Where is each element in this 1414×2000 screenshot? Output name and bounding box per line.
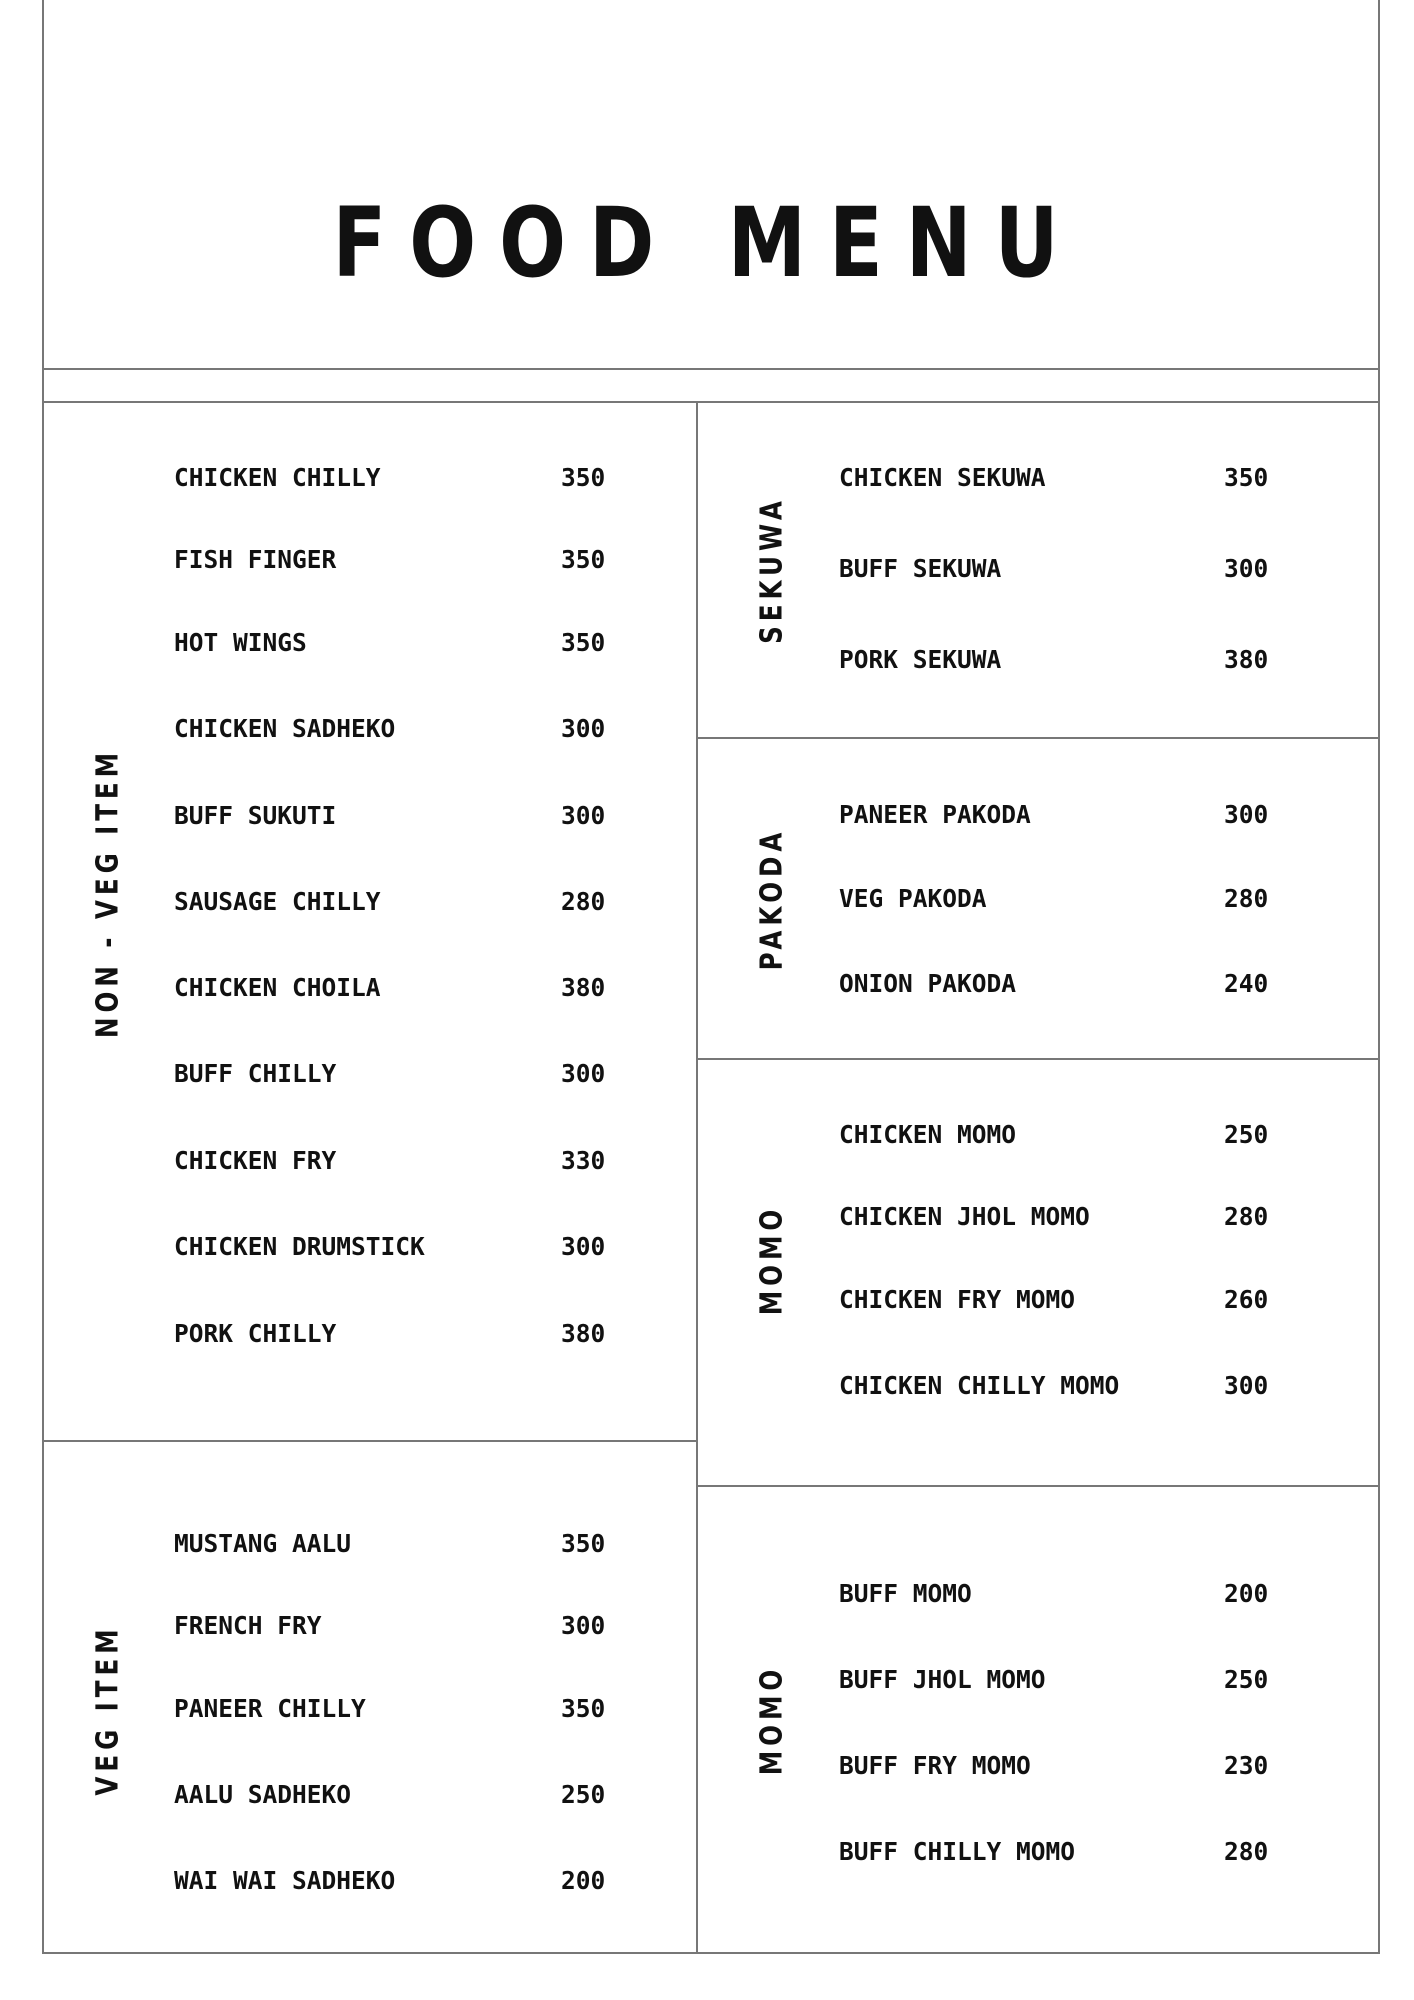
menu-item-name: CHICKEN CHOILA [174, 973, 381, 1002]
menu-item-price: 300 [561, 1611, 606, 1640]
menu-item-name: CHICKEN FRY [174, 1146, 337, 1175]
menu-item-price: 250 [561, 1780, 606, 1809]
menu-item-price: 300 [561, 1232, 606, 1261]
menu-item-name: BUFF MOMO [839, 1579, 972, 1608]
menu-item-name: ONION PAKODA [839, 969, 1017, 998]
menu-item-price: 300 [1224, 1371, 1269, 1400]
menu-item-price: 300 [561, 801, 606, 830]
menu-item-price: 300 [561, 714, 606, 743]
menu-item-price: 350 [561, 628, 606, 657]
menu-item-price: 350 [1224, 463, 1269, 492]
menu-item-name: CHICKEN SADHEKO [174, 714, 396, 743]
pakoda-momo-divider [697, 1058, 1380, 1060]
menu-item-price: 350 [561, 1694, 606, 1723]
menu-item-name: PANEER PAKODA [839, 800, 1031, 829]
menu-item-price: 300 [1224, 800, 1269, 829]
menu-item-name: CHICKEN MOMO [839, 1120, 1017, 1149]
menu-item-price: 380 [1224, 645, 1269, 674]
menu-item-name: WAI WAI SADHEKO [174, 1866, 396, 1895]
menu-item-name: BUFF SEKUWA [839, 554, 1002, 583]
menu-item-price: 280 [1224, 1837, 1269, 1866]
momo-momo-divider [697, 1485, 1380, 1487]
menu-item-name: HOT WINGS [174, 628, 307, 657]
menu-item-name: CHICKEN CHILLY MOMO [839, 1371, 1120, 1400]
section-label-sekuwa: SEKUWA [754, 496, 790, 644]
menu-item-name: FISH FINGER [174, 545, 337, 574]
section-label-veg: VEG ITEM [90, 1624, 126, 1796]
menu-item-price: 240 [1224, 969, 1269, 998]
section-label-non-veg: NON - VEG ITEM [90, 747, 126, 1039]
title-divider [42, 368, 1380, 370]
menu-item-price: 250 [1224, 1120, 1269, 1149]
menu-item-name: BUFF SUKUTI [174, 801, 337, 830]
menu-item-price: 350 [561, 463, 606, 492]
menu-item-name: CHICKEN DRUMSTICK [174, 1232, 425, 1261]
menu-item-price: 350 [561, 545, 606, 574]
menu-item-name: BUFF CHILLY [174, 1059, 337, 1088]
menu-item-price: 280 [1224, 884, 1269, 913]
section-label-buff-momo: MOMO [754, 1664, 790, 1776]
section-label-pakoda: PAKODA [754, 827, 790, 971]
menu-item-name: BUFF FRY MOMO [839, 1751, 1031, 1780]
menu-item-price: 350 [561, 1529, 606, 1558]
menu-item-price: 300 [1224, 554, 1269, 583]
header-band-divider [42, 401, 1380, 403]
sekuwa-pakoda-divider [697, 737, 1380, 739]
menu-item-name: PANEER CHILLY [174, 1694, 366, 1723]
menu-item-name: CHICKEN SEKUWA [839, 463, 1046, 492]
menu-item-name: VEG PAKODA [839, 884, 987, 913]
menu-item-price: 200 [561, 1866, 606, 1895]
menu-item-name: CHICKEN JHOL MOMO [839, 1202, 1090, 1231]
section-label-chicken-momo: MOMO [754, 1204, 790, 1316]
menu-item-name: PORK CHILLY [174, 1319, 337, 1348]
menu-item-name: BUFF CHILLY MOMO [839, 1837, 1076, 1866]
nonveg-veg-divider [42, 1440, 696, 1442]
menu-item-price: 280 [1224, 1202, 1269, 1231]
menu-item-name: FRENCH FRY [174, 1611, 322, 1640]
menu-item-name: SAUSAGE CHILLY [174, 887, 381, 916]
menu-item-price: 380 [561, 973, 606, 1002]
menu-item-name: CHICKEN CHILLY [174, 463, 381, 492]
menu-item-price: 380 [561, 1319, 606, 1348]
menu-item-price: 230 [1224, 1751, 1269, 1780]
column-divider [696, 402, 698, 1954]
menu-item-name: BUFF JHOL MOMO [839, 1665, 1046, 1694]
menu-item-price: 260 [1224, 1285, 1269, 1314]
menu-title: FOOD MENU [332, 187, 1082, 299]
menu-item-price: 200 [1224, 1579, 1269, 1608]
menu-item-name: MUSTANG AALU [174, 1529, 352, 1558]
menu-item-name: CHICKEN FRY MOMO [839, 1285, 1076, 1314]
menu-item-name: PORK SEKUWA [839, 645, 1002, 674]
menu-item-price: 280 [561, 887, 606, 916]
menu-item-price: 330 [561, 1146, 606, 1175]
menu-item-price: 250 [1224, 1665, 1269, 1694]
menu-item-name: AALU SADHEKO [174, 1780, 352, 1809]
menu-item-price: 300 [561, 1059, 606, 1088]
